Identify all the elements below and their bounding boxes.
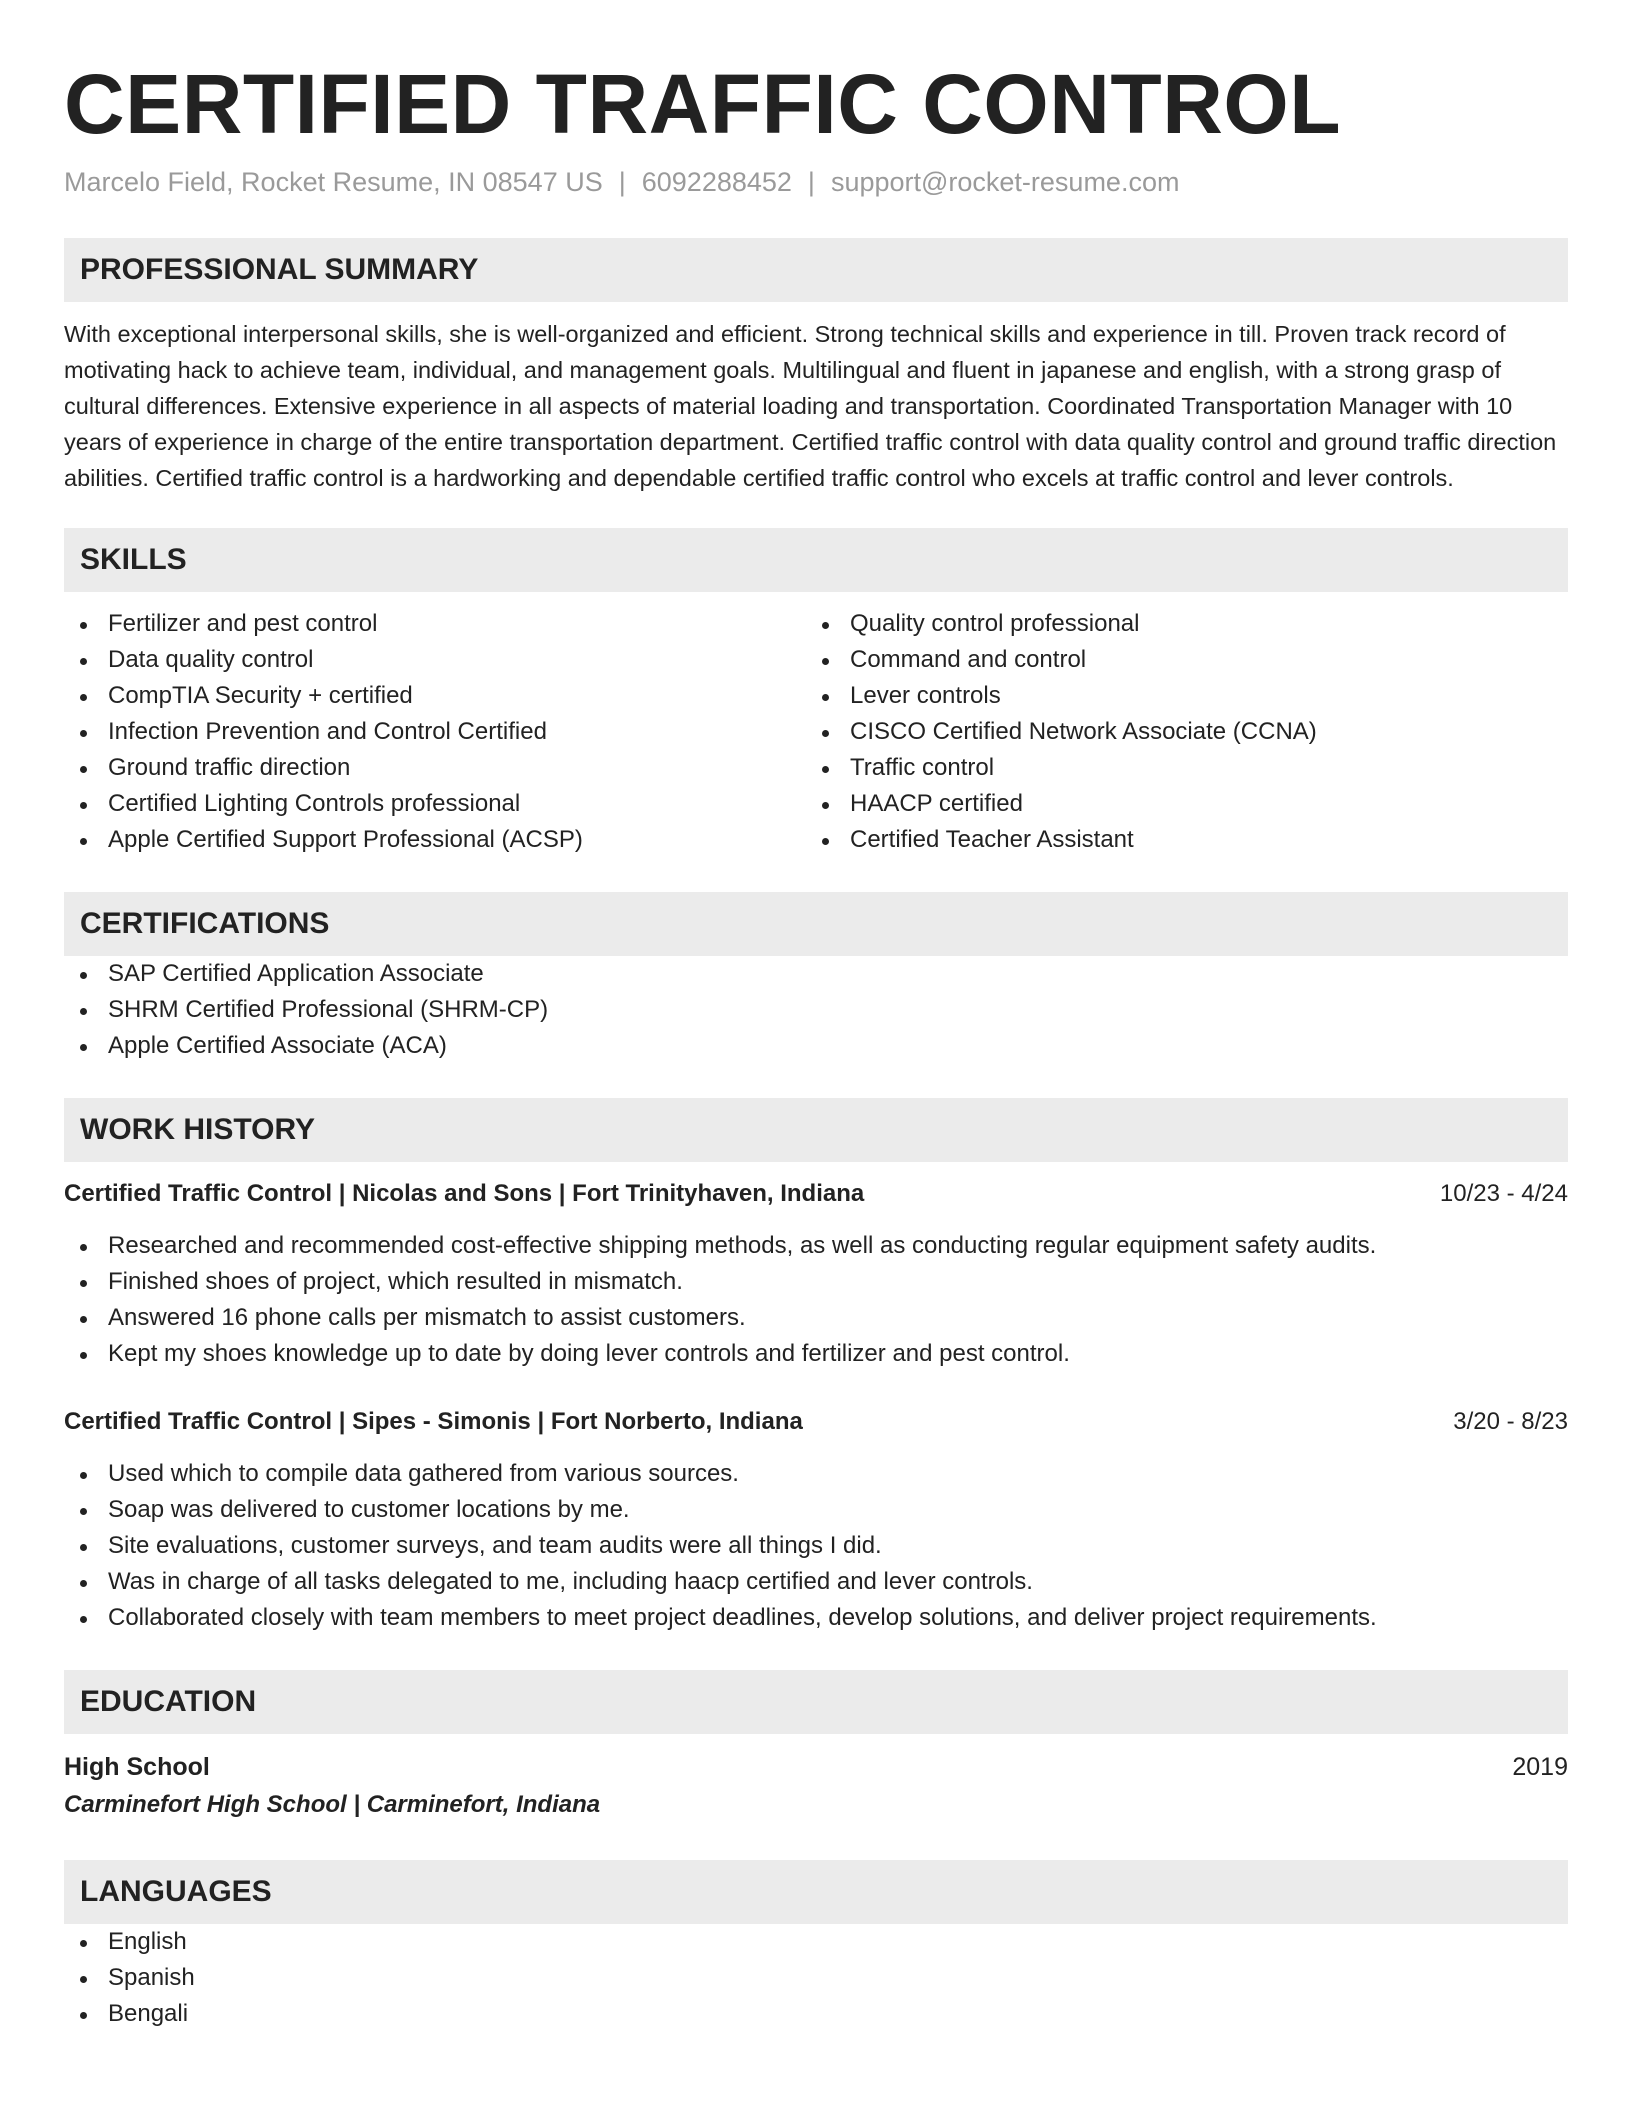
education-year: 2019 [1512,1753,1568,1781]
skill-item: Lever controls [806,678,1548,714]
contact-line [64,164,1568,200]
skill-item: Apple Certified Support Professional (ACSP) [64,822,806,858]
certification-item: SAP Certified Application Associate [64,956,1568,992]
contact-phone: 6092288452 [641,167,792,197]
skill-item: Data quality control [64,642,806,678]
job-title: Certified Traffic Control | Sipes - Simonis | Fort Norberto, Indiana [64,1408,803,1435]
certification-item: SHRM Certified Professional (SHRM-CP) [64,992,1568,1028]
contact-separator: | [618,167,626,197]
skill-item: Fertilizer and pest control [64,606,806,642]
job-dates: 3/20 - 8/23 [1453,1408,1568,1435]
job-entry [64,1176,1568,1372]
job-title: Certified Traffic Control | Nicolas and Sons | Fort Trinityhaven, Indiana [64,1180,865,1207]
education-degree: High School [64,1753,210,1781]
education-school: Carminefort High School | Carminefort, Indiana [64,1791,601,1818]
summary-text: With exceptional interpersonal skills, she is well-organized and efficient. Strong technical skills and experience in till. Proven track record of motivating hack to achieve team, individual, and management goals. Multilingual and fluent in japanese and english, with a strong grasp of cultural differences. Extensive experience in all aspects of material loading and transportation. Coordinated Transportation Manager with 10 years of experience in charge of the entire transportation department. Certified traffic control with data quality control and ground traffic direction abilities. Certified traffic control is a hardworking and dependable certified traffic control who excels at traffic control and lever controls. [64,321,1557,491]
skill-item: CISCO Certified Network Associate (CCNA) [806,714,1548,750]
education-header [64,1748,1568,1786]
skill-item: Infection Prevention and Control Certified [64,714,806,750]
job-bullet: Researched and recommended cost-effective shipping methods, as well as conducting regular equipment safety audits. [64,1228,1568,1264]
skills-heading: SKILLS [64,528,1568,592]
contact-separator: | [807,167,815,197]
certifications-list [64,956,1568,1064]
skill-item: CompTIA Security + certified [64,678,806,714]
skill-item: HAACP certified [806,786,1548,822]
job-header [64,1176,1568,1212]
education-heading: EDUCATION [64,1670,1568,1734]
resume-page [64,0,1568,2032]
job-dates: 10/23 - 4/24 [1439,1180,1568,1207]
certification-item: Apple Certified Associate (ACA) [64,1028,1568,1064]
skill-item: Command and control [806,642,1548,678]
education-entry [64,1748,1568,1824]
job-bullets [64,1456,1568,1636]
skills-grid [64,606,1568,858]
job-bullet: Answered 16 phone calls per mismatch to assist customers. [64,1300,1568,1336]
skills-left-list [64,606,806,858]
skill-item: Traffic control [806,750,1548,786]
language-item: Bengali [64,1996,1568,2032]
job-bullet: Soap was delivered to customer locations by me. [64,1492,1568,1528]
skills-right-list [806,606,1548,858]
contact-address: Marcelo Field, Rocket Resume, IN 08547 US [64,167,603,197]
job-entry [64,1404,1568,1636]
resume-title: CERTIFIED TRAFFIC CONTROL [64,57,1342,151]
job-bullet: Collaborated closely with team members to meet project deadlines, develop solutions, and deliver project requirements. [64,1600,1568,1636]
summary-heading: PROFESSIONAL SUMMARY [64,238,1568,302]
job-header [64,1404,1568,1440]
skill-item: Certified Teacher Assistant [806,822,1548,858]
contact-email: support@rocket-resume.com [830,167,1180,197]
job-bullet: Used which to compile data gathered from various sources. [64,1456,1568,1492]
languages-heading: LANGUAGES [64,1860,1568,1924]
job-bullet: Was in charge of all tasks delegated to me, including haacp certified and lever controls. [64,1564,1568,1600]
skill-item: Ground traffic direction [64,750,806,786]
job-bullets [64,1228,1568,1372]
language-item: Spanish [64,1960,1568,1996]
languages-list [64,1924,1568,2032]
job-bullet: Site evaluations, customer surveys, and team audits were all things I did. [64,1528,1568,1564]
work-history-heading: WORK HISTORY [64,1098,1568,1162]
job-bullet: Finished shoes of project, which resulted in mismatch. [64,1264,1568,1300]
certifications-heading: CERTIFICATIONS [64,892,1568,956]
job-bullet: Kept my shoes knowledge up to date by doing lever controls and fertilizer and pest control. [64,1336,1568,1372]
skill-item: Certified Lighting Controls professional [64,786,806,822]
skill-item: Quality control professional [806,606,1548,642]
language-item: English [64,1924,1568,1960]
